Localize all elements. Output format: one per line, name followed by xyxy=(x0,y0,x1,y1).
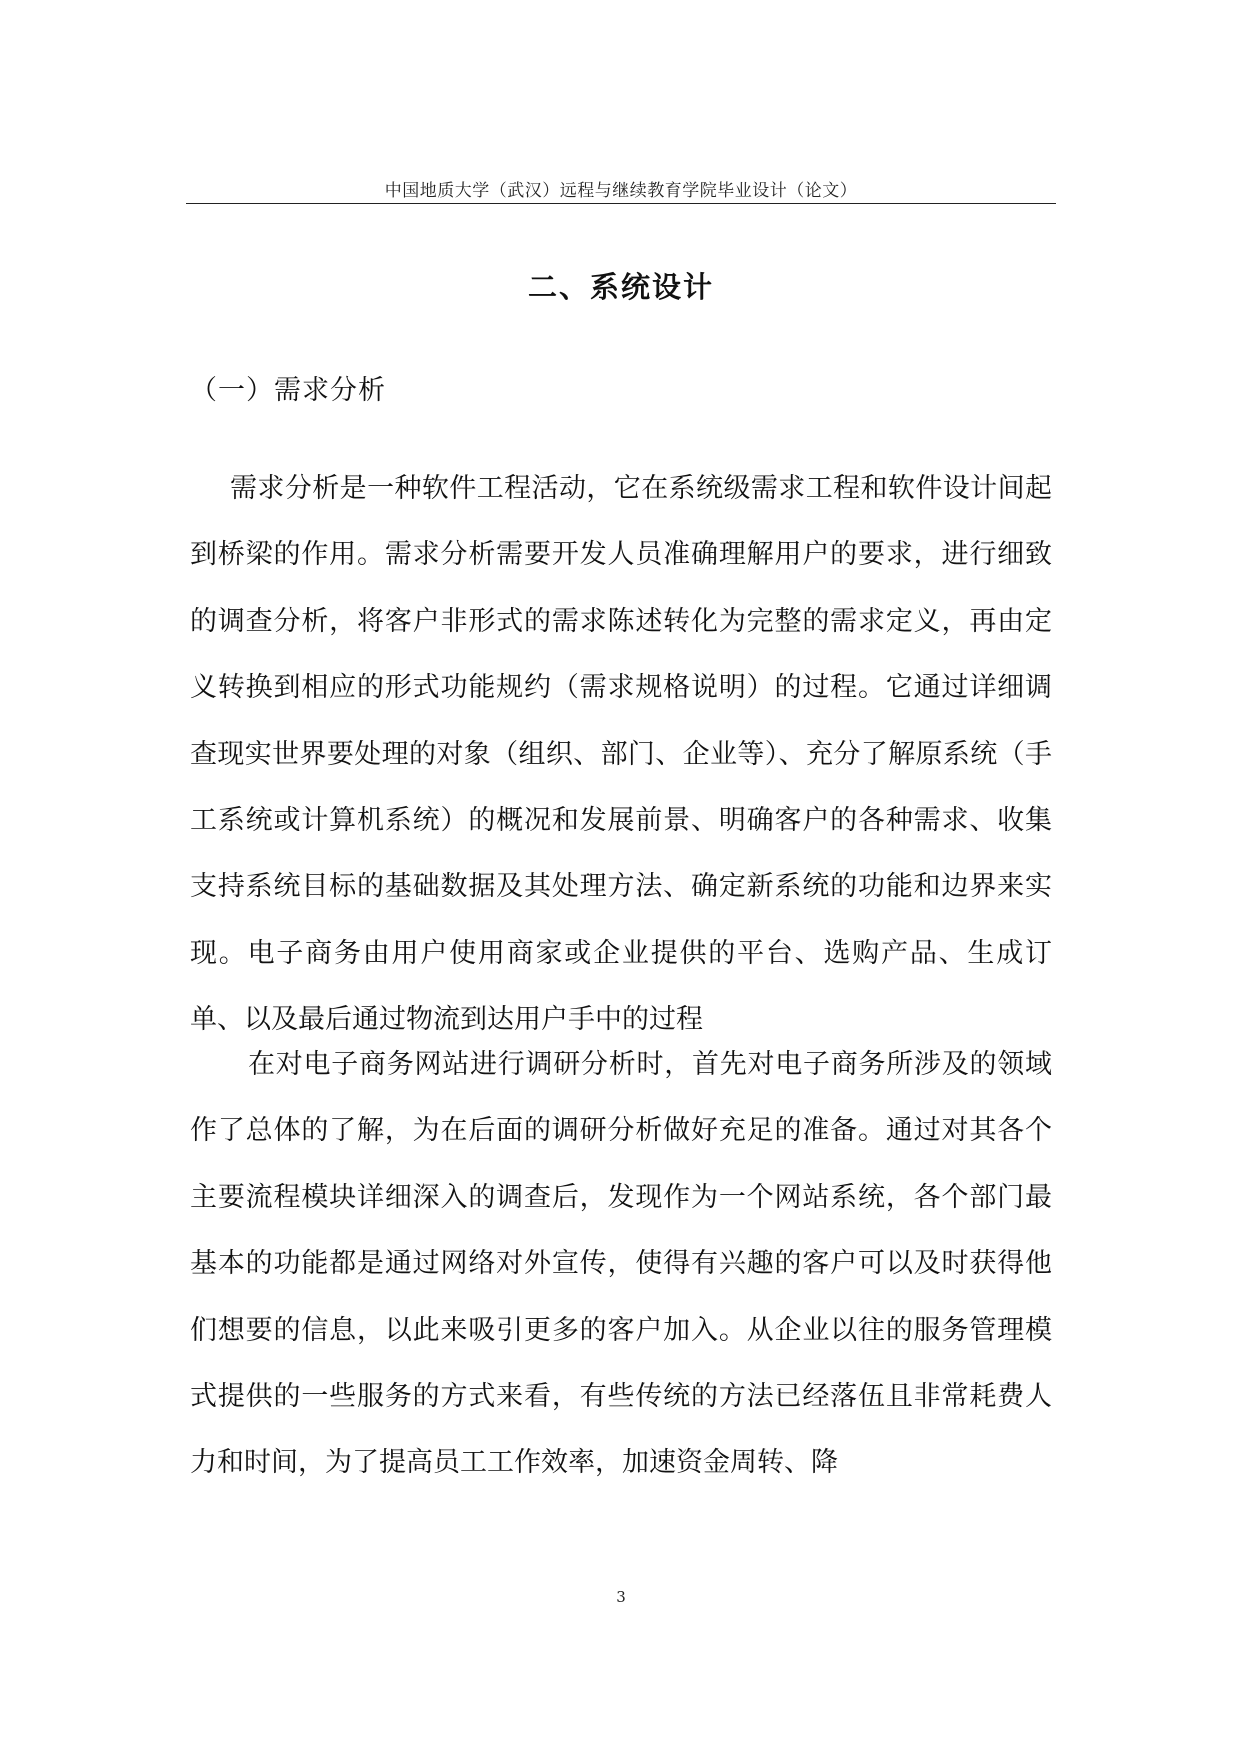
header-rule xyxy=(186,203,1056,204)
running-header: 中国地质大学（武汉）远程与继续教育学院毕业设计（论文） xyxy=(384,181,858,201)
body-paragraph: 在对电子商务网站进行调研分析时，首先对电子商务所涉及的领域作了总体的了解，为在后面的调研分析做好充足的准备。通过对其各个主要流程模块详细深入的调查后，发现作为一个网站系统，各个部门最基本的功能都是通过网络对外宣传，使得有兴趣的客户可以及时获得他们想要的信息，以此来吸引更多的客户加入。从企业以往的服务管理模式提供的一些服务的方式来看，有些传统的方法已经落伍且非常耗费人力和时间，为了提高员工工作效率，加速资金周转、降 xyxy=(190,1049,1052,1479)
chapter-title: 二、系统设计 xyxy=(527,270,714,304)
section-title: （一）需求分析 xyxy=(190,375,386,406)
body-paragraph: 需求分析是一种软件工程活动，它在系统级需求工程和软件设计间起到桥梁的作用。需求分析需要开发人员准确理解用户的要求，进行细致的调查分析，将客户非形式的需求陈述转化为完整的需求定义，再由定义转换到相应的形式功能规约（需求规格说明）的过程。它通过详细调查现实世界要处理的对象（组织、部门、企业等）、充分了解原系统（手工系统或计算机系统）的概况和发展前景、明确客户的各种需求、收集支持系统目标的基础数据及其处理方法、确定新系统的功能和边界来实现。电子商务由用户使用商家或企业提供的平台、选购产品、生成订单、以及最后通过物流到达用户手中的过程 xyxy=(190,473,1052,1036)
page-number: 3 xyxy=(616,1588,626,1606)
